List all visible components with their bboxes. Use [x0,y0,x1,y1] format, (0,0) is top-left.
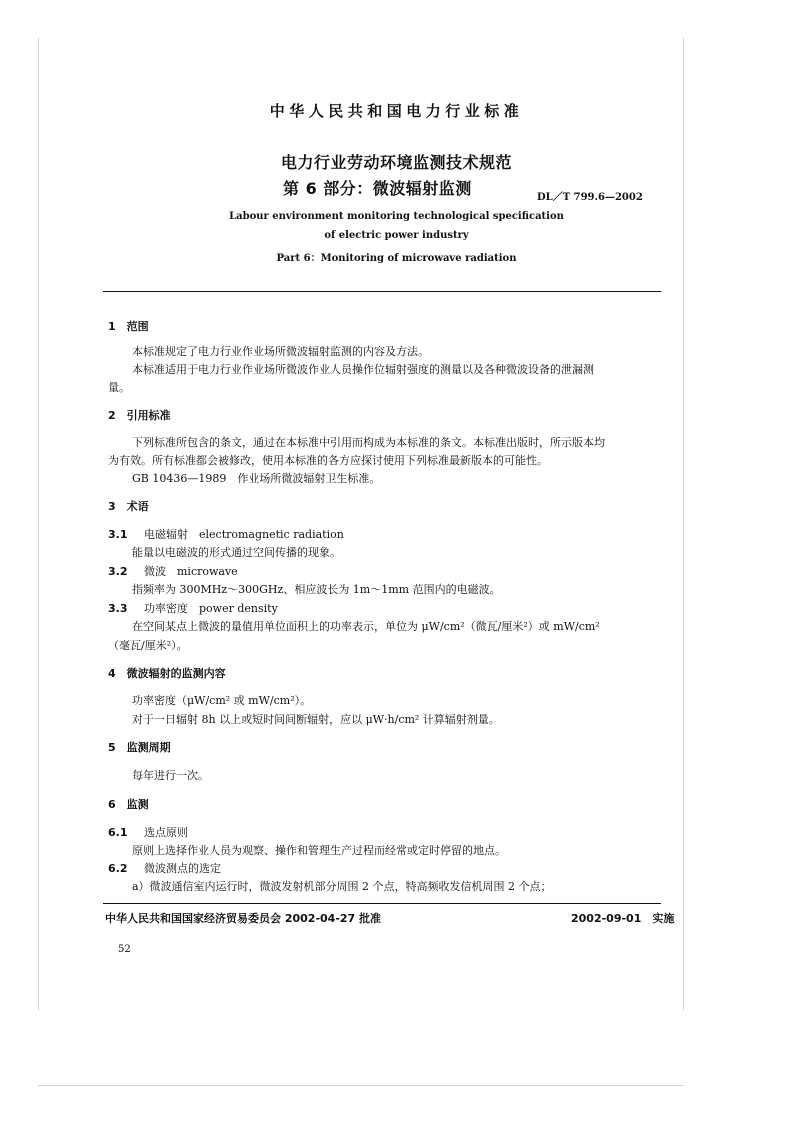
section-4-paragraph-2: 对于一日辐射 8h 以上或短时间间断辐射，应以 μW·h/cm² 计算辐射剂量。 [132,713,500,726]
section-2-paragraph-1a: 下列标准所包含的条文，通过在本标准中引用而构成为本标准的条文。本标准出版时，所示版本均 [132,436,605,449]
term-3-2 [108,563,238,579]
page-border-bottom [38,1085,684,1086]
term-3-1 [108,526,344,542]
standard-number: DL／T 799.6—2002 [537,192,643,203]
section-4-paragraph-1: 功率密度（μW/cm² 或 mW/cm²）。 [132,694,312,707]
clause-6-1-text: 原则上选择作业人员为观察、操作和管理生产过程而经常或定时停留的地点。 [132,844,506,857]
section-2-paragraph-1b: 为有效。所有标准都会被修改，使用本标准的各方应探讨使用下列标准最新版本的可能性。 [108,454,548,467]
title-cn-line2: 第 6 部分：微波辐射监测 [283,179,472,198]
header-rule [103,291,661,292]
term-3-1-title: 电磁辐射 electromagnetic radiation [144,528,344,541]
clause-6-1 [108,824,188,840]
clause-6-1-title: 选点原则 [144,826,188,839]
title-en-line2: of electric power industry [324,230,469,241]
clause-6-2-number: 6.2 [108,862,128,875]
approval-line: 中华人民共和国国家经济贸易委员会 2002-04-27 批准 [105,912,382,925]
section-1-paragraph-2a: 本标准适用于电力行业作业场所微波作业人员操作位辐射强度的测量以及各种微波设备的泄漏测 [132,363,594,376]
term-3-3 [108,600,278,616]
term-3-3-definition-b: （毫瓦/厘米²）。 [108,639,188,652]
section-4-heading: 4 微波辐射的监测内容 [108,667,226,680]
section-5-heading: 5 监测周期 [108,741,171,754]
term-3-3-definition-a: 在空间某点上微波的量值用单位面积上的功率表示，单位为 μW/cm²（微瓦/厘米²）或 mW/cm² [132,620,600,633]
term-3-2-title: 微波 microwave [144,565,238,578]
term-3-3-number: 3.3 [108,602,128,615]
title-en-line1: Labour environment monitoring technological specification [229,211,564,222]
clause-6-1-number: 6.1 [108,826,128,839]
effective-date: 2002-09-01 实施 [571,912,675,925]
term-3-1-definition: 能量以电磁波的形式通过空间传播的现象。 [132,546,341,559]
section-6-heading: 6 监测 [108,798,149,811]
term-3-2-definition: 指频率为 300MHz～300GHz、相应波长为 1m～1mm 范围内的电磁波。 [132,583,501,596]
section-1-paragraph-1: 本标准规定了电力行业作业场所微波辐射监测的内容及方法。 [132,345,429,358]
section-5-paragraph-1: 每年进行一次。 [132,769,209,782]
term-3-2-number: 3.2 [108,565,128,578]
section-3-heading: 3 术语 [108,500,149,513]
title-cn-line1: 电力行业劳动环境监测技术规范 [280,153,512,172]
page-border-right [683,38,684,1010]
clause-6-2-item-a: a）微波通信室内运行时，微波发射机部分周围 2 个点，特高频收发信机周围 2 个点； [132,880,552,893]
page-border-left [38,38,39,1010]
section-2-paragraph-2: GB 10436—1989 作业场所微波辐射卫生标准。 [132,472,381,485]
footer-rule [103,903,661,904]
standard-category-header: 中华人民共和国电力行业标准 [269,102,524,120]
section-1-paragraph-2b: 量。 [108,381,130,394]
term-3-1-number: 3.1 [108,528,128,541]
title-en-line3: Part 6：Monitoring of microwave radiation [276,253,517,264]
page-number: 52 [118,944,131,955]
section-2-heading: 2 引用标准 [108,409,171,422]
clause-6-2-title: 微波测点的选定 [144,862,221,875]
clause-6-2 [108,860,221,876]
term-3-3-title: 功率密度 power density [144,602,278,615]
section-1-heading: 1 范围 [108,320,149,333]
